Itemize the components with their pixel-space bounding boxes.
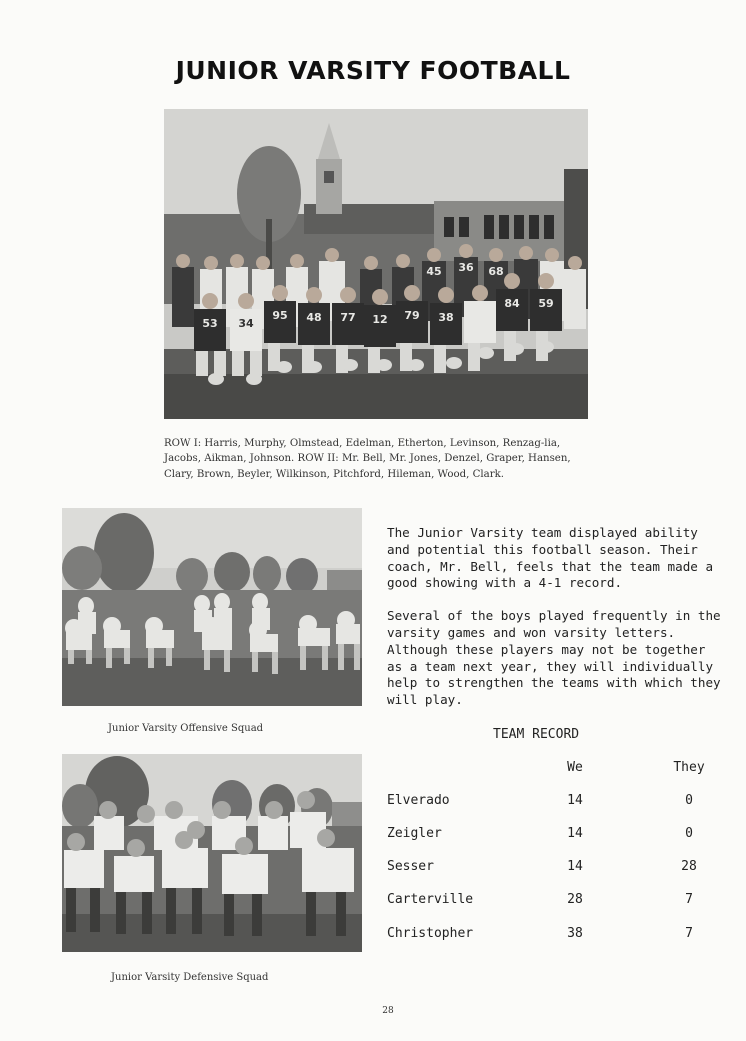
article-paragraph: The Junior Varsity team displayed ability and potential this football season. Their coach, Mr. Bell, feels that the team made a good showing with a 4-1 record. <box>387 525 714 591</box>
team-record-row <box>387 826 727 846</box>
team-photo <box>164 109 588 419</box>
article-body <box>387 525 722 725</box>
jersey-number: 84 <box>504 297 520 310</box>
record-they-score: 0 <box>685 793 693 808</box>
jersey-number: 45 <box>426 265 442 278</box>
record-we-score: 14 <box>567 793 583 808</box>
record-we-score: 28 <box>567 892 583 907</box>
jersey-number: 34 <box>238 317 254 330</box>
jersey-number: 68 <box>488 265 504 278</box>
jersey-number: 95 <box>272 309 288 322</box>
record-they-score: 7 <box>685 926 693 941</box>
team-record-row <box>387 892 727 912</box>
team-record-header <box>387 760 727 780</box>
record-header-we: We <box>567 760 583 775</box>
jersey-number: 79 <box>404 309 420 322</box>
team-record-row <box>387 859 727 879</box>
jersey-number: 53 <box>202 317 218 330</box>
record-they-score: 28 <box>681 859 697 874</box>
jersey-number: 48 <box>306 311 322 324</box>
jersey-number: 59 <box>538 297 554 310</box>
offensive-squad-photo <box>62 508 362 706</box>
jersey-number: 77 <box>340 311 356 324</box>
team-photo-caption: ROW I: Harris, Murphy, Olmstead, Edelman, Etherton, Levinson, Renzag-lia, Jacobs, Aikman, Johnson. ROW II: Mr. Bell, Mr. Jones, Denzel, Graper, Hansen, Clary, Brown, Beyler, Wilkinson, Pitchford, Hileman, Wood, Clark. <box>164 438 571 480</box>
team-record-title: TEAM RECORD <box>493 727 580 742</box>
offensive-squad-caption: Junior Varsity Offensive Squad <box>108 723 264 734</box>
record-header-they: They <box>673 760 705 775</box>
page-number: 28 <box>382 1006 394 1016</box>
defensive-squad-photo <box>62 754 362 952</box>
defensive-squad-caption: Junior Varsity Defensive Squad <box>111 972 269 983</box>
jersey-number: 38 <box>438 311 454 324</box>
page-title: JUNIOR VARSITY FOOTBALL <box>175 56 571 85</box>
record-we-score: 38 <box>567 926 583 941</box>
jersey-number: 36 <box>458 261 474 274</box>
record-opponent: Sesser <box>387 859 434 874</box>
team-record-row <box>387 926 727 946</box>
record-we-score: 14 <box>567 859 583 874</box>
record-opponent: Zeigler <box>387 826 442 841</box>
record-they-score: 7 <box>685 892 693 907</box>
record-opponent: Christopher <box>387 926 474 941</box>
article-paragraph: Several of the boys played frequently in the varsity games and won varsity letters. Although these players may not be together as a team next year, they will individually help to strengthen the teams with which they will play. <box>387 608 721 708</box>
record-we-score: 14 <box>567 826 583 841</box>
record-opponent: Carterville <box>387 892 474 907</box>
jersey-number: 12 <box>372 313 388 326</box>
record-they-score: 0 <box>685 826 693 841</box>
record-opponent: Elverado <box>387 793 450 808</box>
team-record-row <box>387 793 727 813</box>
